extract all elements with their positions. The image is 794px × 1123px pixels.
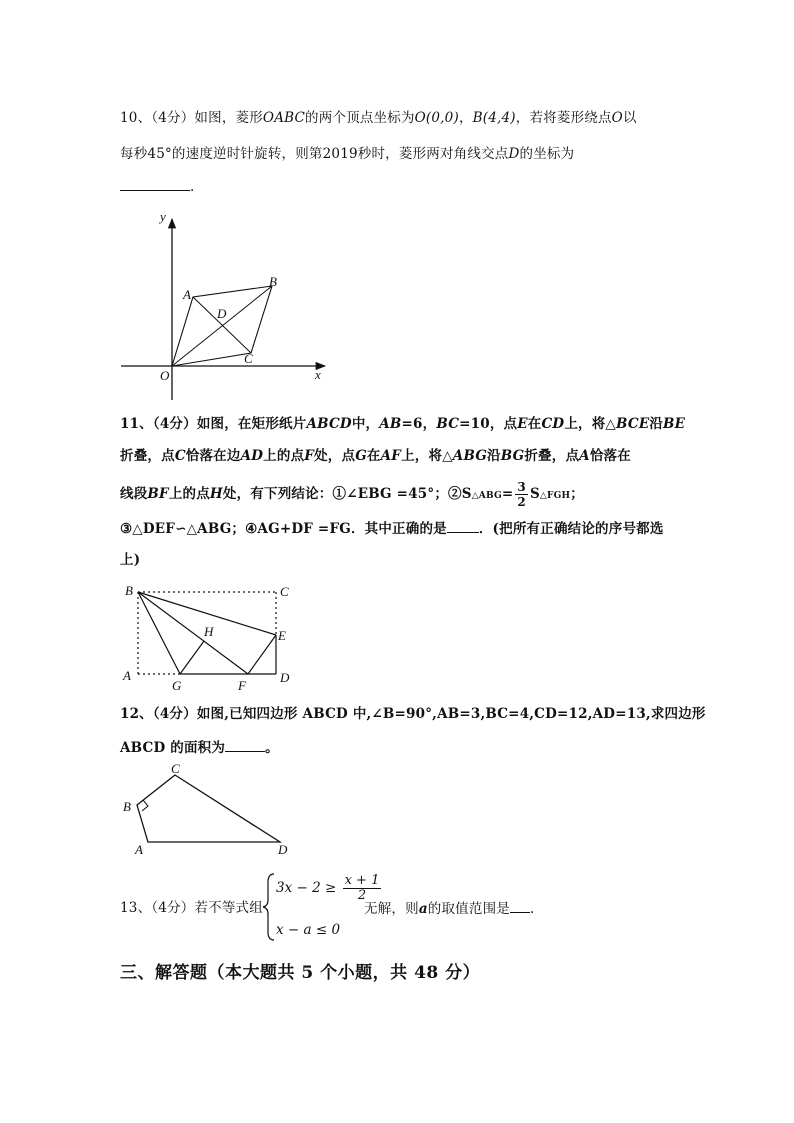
label-f: F [238, 678, 246, 693]
q12-text: ABCD 的面积为 [120, 740, 226, 756]
q11-text: 沿 [487, 448, 501, 464]
q11-text: =10，点 [459, 416, 518, 432]
frac-num: x + 1 [344, 873, 380, 888]
q11-text: 折叠，点 [120, 448, 175, 464]
q11-line4 [120, 518, 664, 539]
label-b: B [123, 799, 131, 814]
q11-text: 线段 [120, 486, 148, 502]
q10-line1 [120, 108, 637, 128]
q10-text: 的坐标为 [519, 146, 575, 162]
q11-subscript: △FGH [539, 491, 571, 501]
q10-o: O [611, 110, 623, 126]
q11-text: 11、（4分）如图，在矩形纸片 [120, 416, 307, 432]
q12-text: 。 [265, 740, 279, 756]
q11-text: 在 [527, 416, 542, 432]
q11-var: BF [147, 486, 169, 502]
q12-figure [115, 760, 300, 860]
q13-var: a [418, 901, 428, 917]
q12-line1 [120, 704, 706, 724]
label-x: x [315, 367, 321, 382]
q10-text: 以 [622, 110, 637, 126]
label-d: D [217, 306, 227, 321]
label-y: y [160, 209, 166, 224]
q11-var: A [579, 448, 590, 464]
label-a: A [183, 287, 191, 302]
q11-var: BG [500, 448, 525, 464]
label-d: D [278, 842, 288, 857]
q12-line2 [120, 737, 279, 758]
q11-var: H [209, 486, 223, 502]
q11-var: AB [379, 416, 402, 432]
frac-den: 2 [517, 495, 526, 509]
label-d: D [280, 670, 290, 685]
q11-text: 上的点 [168, 486, 210, 502]
q13-text: . [529, 901, 535, 917]
q11-line2 [120, 446, 631, 466]
frac-den: 2 [357, 888, 367, 903]
answer-blank[interactable] [447, 518, 479, 533]
q11-figure [118, 580, 303, 695]
q13-text: 的取值范围是 [427, 901, 510, 917]
label-o: O [160, 368, 170, 383]
segment-bf [138, 592, 248, 674]
q11-text: 沿 [649, 416, 664, 432]
q10-text: 的两个顶点坐标为 [305, 110, 415, 126]
answer-blank[interactable] [120, 176, 190, 191]
segment-bg [138, 592, 180, 674]
q10-text: . [190, 179, 195, 195]
q11-var: BE [663, 416, 686, 432]
system-brace [262, 872, 276, 942]
q11-text: ③△DEF∽△ABG；④AG+DF =FG．其中正确的是 [120, 521, 447, 537]
label-e: E [278, 628, 286, 643]
q11-var: G [355, 448, 367, 464]
label-b: B [125, 583, 133, 598]
quadrilateral-abcd [137, 775, 280, 842]
q11-text: =6， [401, 416, 437, 432]
q11-var: C [174, 448, 186, 464]
q10-text: 每秒45°的速度逆时针旋转，则第2019秒时，菱形两对角线交点 [120, 146, 509, 162]
label-c: C [171, 761, 180, 776]
q11-text: 上，将△ [564, 416, 617, 432]
label-c: C [280, 584, 289, 599]
inequality-2 [276, 921, 340, 939]
label-a: A [123, 668, 131, 683]
q11-line1 [120, 414, 685, 434]
q11-text: 处，有下列结论：①∠EBG =45°；②S [222, 486, 472, 502]
q12-text: 12、（4分）如图,已知四边形 ABCD 中,∠B=90°,AB=3,BC=4,CD=12,AD=13,求四边形 [120, 706, 706, 722]
q11-text: S [529, 486, 540, 502]
q11-var: ABG [452, 448, 488, 464]
q11-var: F [304, 448, 315, 464]
label-h: H [204, 624, 214, 639]
q11-text: 上的点 [263, 448, 305, 464]
answer-blank[interactable] [510, 898, 530, 913]
answer-blank[interactable] [225, 737, 265, 752]
q10-text: 10、（4分）如图，菱形 [120, 110, 263, 126]
q11-var: ABCD [306, 416, 352, 432]
section-heading: 三、解答题（本大题共 5 个小题，共 48 分） [120, 963, 481, 983]
label-a: A [135, 842, 143, 857]
q11-text: 上) [120, 552, 141, 568]
q10-figure [115, 205, 340, 405]
q13-text: 无解，则 [364, 901, 419, 917]
ineq2: x − a ≤ 0 [276, 922, 341, 938]
q13-suffix [364, 898, 534, 919]
q11-text: 恰落在边 [185, 448, 241, 464]
label-g: G [172, 678, 182, 693]
q10-text: ， [458, 110, 473, 126]
segment-fe [248, 635, 276, 674]
q11-text: 在 [366, 448, 381, 464]
q11-line5 [120, 550, 140, 570]
q11-text: 上，将△ [401, 448, 453, 464]
q11-text: ．(把所有正确结论的序号都选 [478, 521, 664, 537]
q11-var: BC [436, 416, 460, 432]
segment-gh [180, 641, 204, 674]
q10-line3 [120, 176, 195, 197]
label-c: C [244, 351, 253, 366]
q11-var: E [517, 416, 528, 432]
q13-text: 13、（4分）若不等式组 [120, 900, 263, 916]
ineq1-left: 3x − 2 ≥ [276, 880, 337, 896]
q11-text: 恰落在 [589, 448, 631, 464]
q10-o-coord: O(0,0) [414, 110, 459, 126]
q11-var: BCE [616, 416, 650, 432]
q11-text: = [501, 486, 514, 502]
q10-d: D [508, 146, 520, 162]
q10-text: ，若将菱形绕点 [515, 110, 612, 126]
frac-num: 3 [517, 480, 526, 494]
fraction-three-halves [515, 480, 528, 509]
q10-line2 [120, 144, 574, 164]
q11-text: 处，点 [314, 448, 356, 464]
q11-text: 折叠，点 [524, 448, 580, 464]
q11-var: AF [380, 448, 402, 464]
q10-b-coord: B(4,4) [472, 110, 516, 126]
q11-var: AD [240, 448, 264, 464]
right-angle-mark [142, 800, 148, 811]
label-b: B [269, 274, 277, 289]
q11-subscript: △ABG [471, 491, 502, 501]
q11-text: 中， [351, 416, 380, 432]
q11-var: CD [541, 416, 565, 432]
q10-oabc: OABC [262, 110, 306, 126]
q11-line3 [120, 480, 584, 509]
q13-prefix [120, 898, 263, 918]
q11-text: ； [570, 486, 584, 502]
